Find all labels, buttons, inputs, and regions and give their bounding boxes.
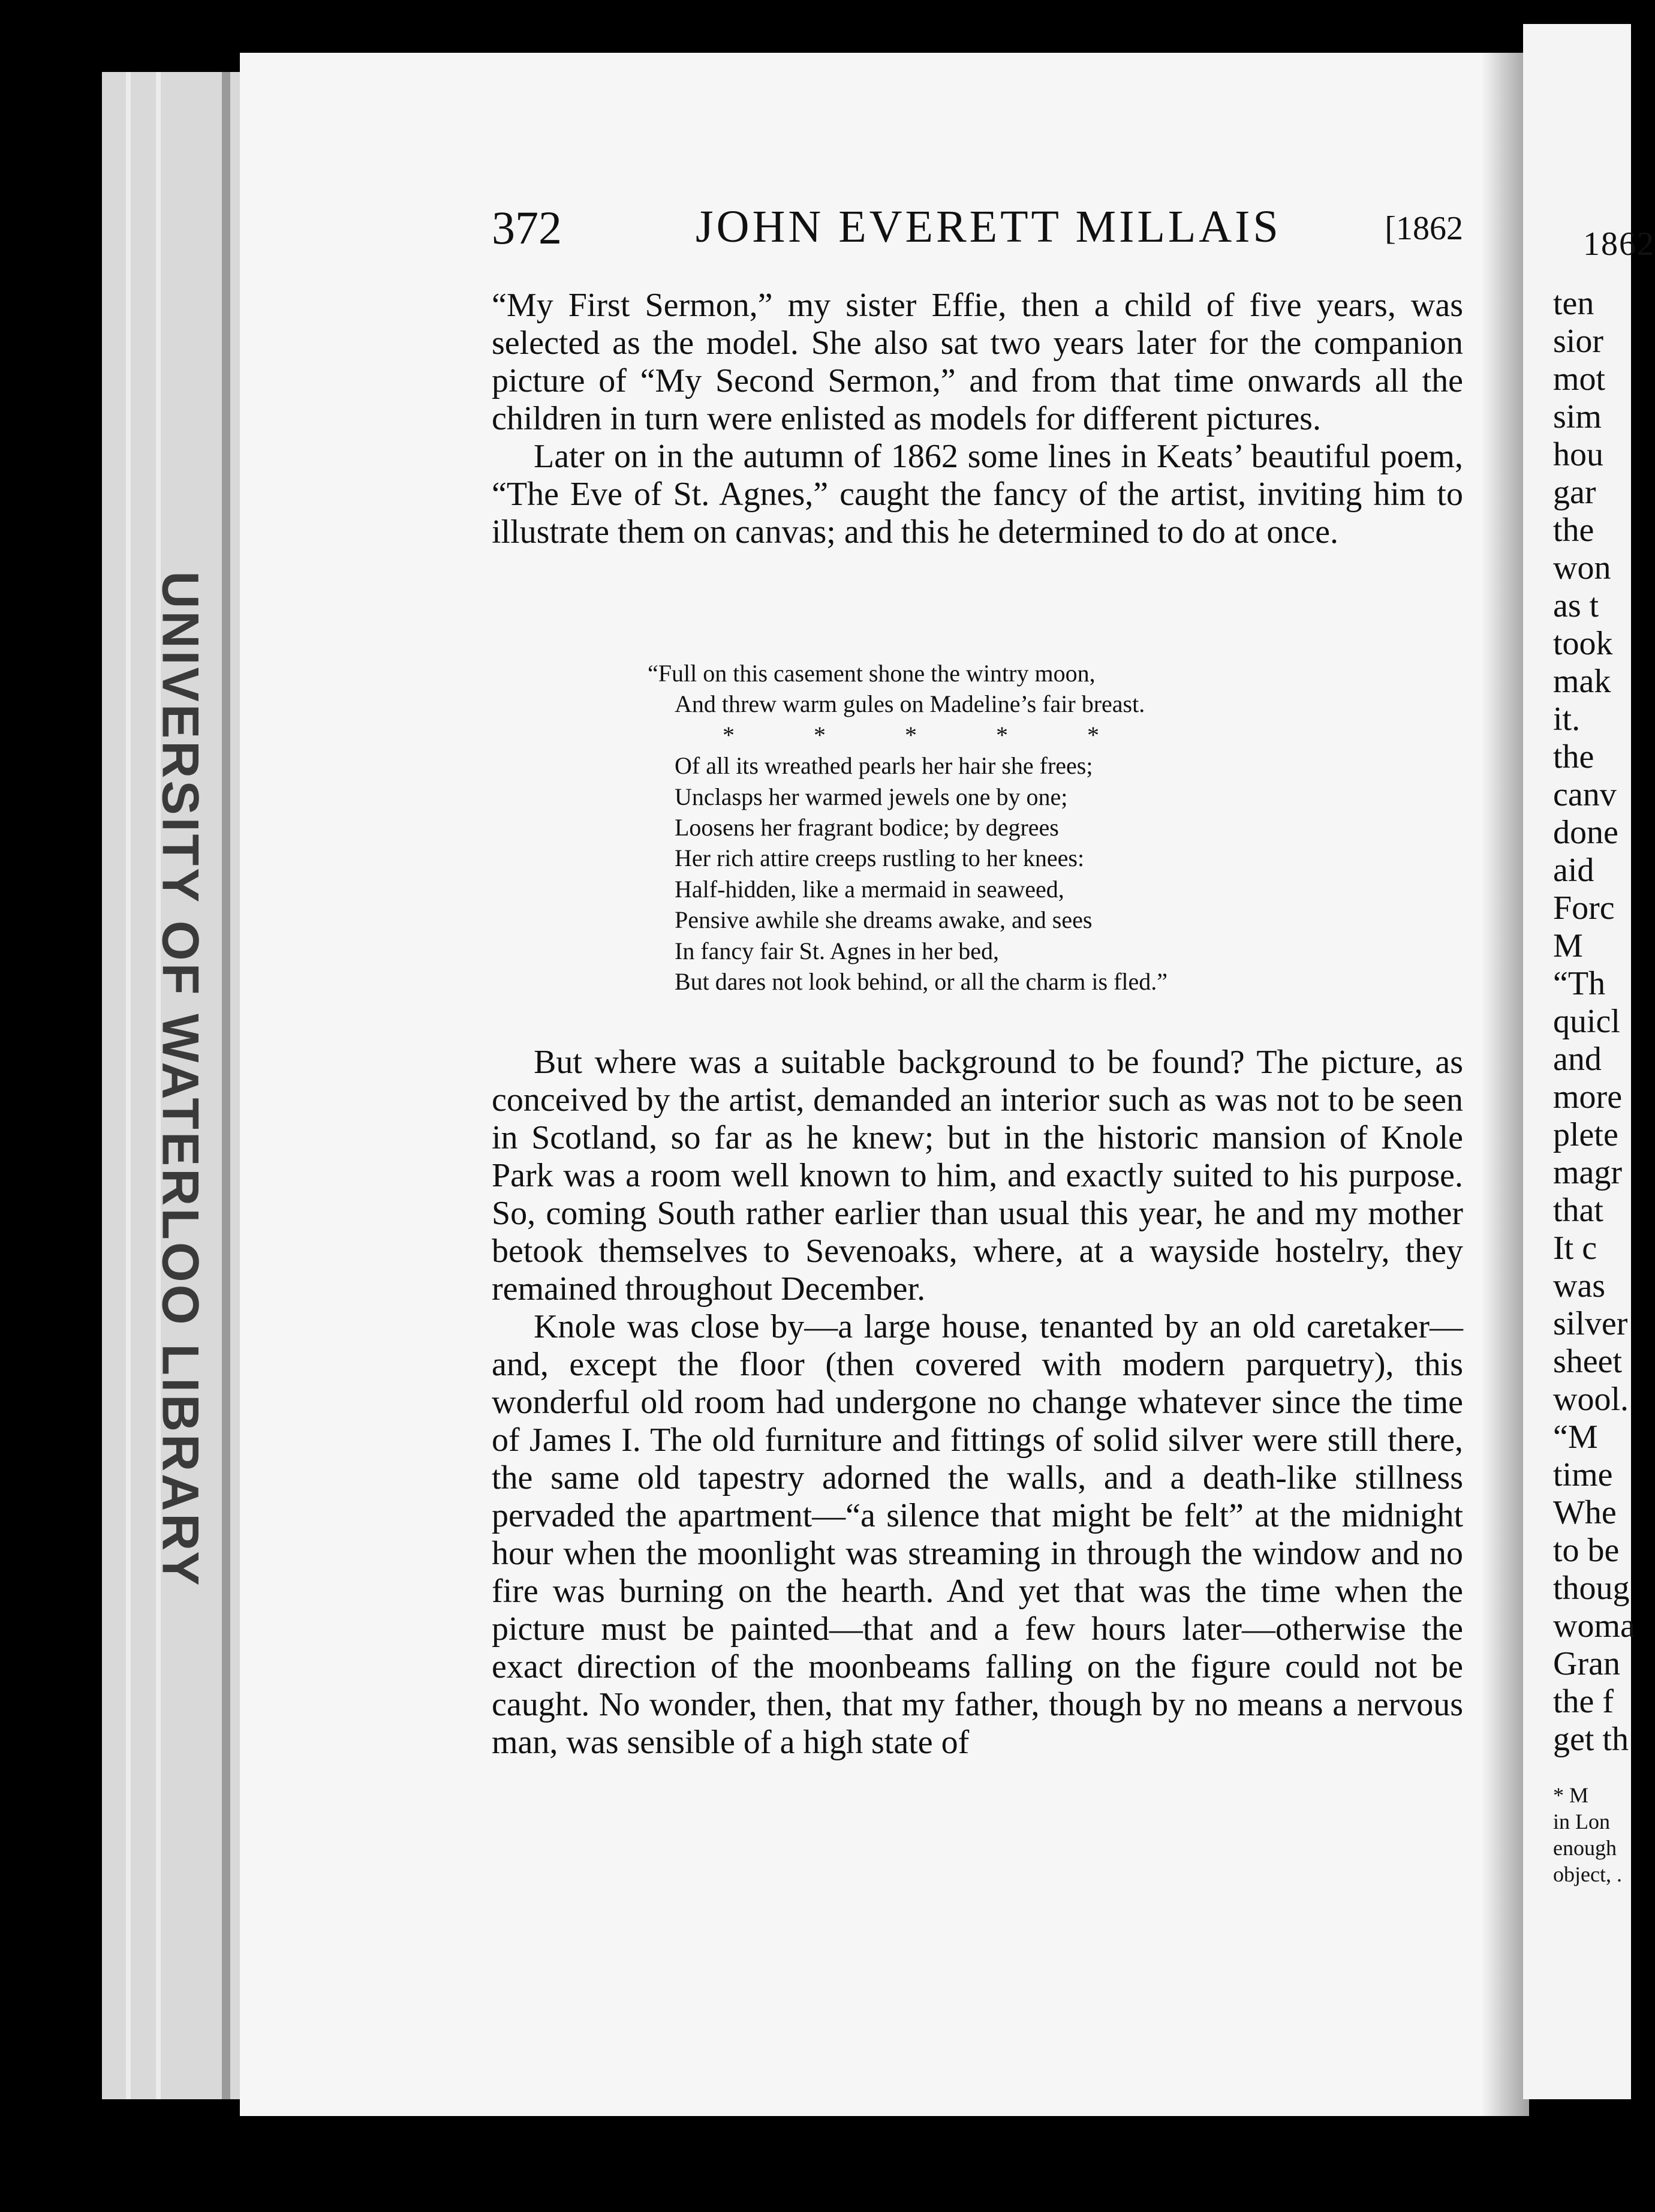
facing-line-fragment: Gran xyxy=(1553,1645,1620,1682)
paragraph: Knole was close by—a large house, tenanted by an old caretaker—and, except the floor (then covered with modern parquetry), this wonderful old room had undergone no change whatever since the time of James I. The old furniture and fittings of solid silver were still there, the same old tapestry adorned the walls, and a death-like stillness pervaded the apartment—“a silence that might be felt” at the midnight hour when the moonlight was streaming in through the window and no fire was burning on the hearth. And yet that was the time when the picture must be painted—that and a few hours later—otherwise the exact direction of the moonbeams falling on the figure could not be caught. No wonder, then, that my father, though by no means a nervous man, was sensible of a high state of xyxy=(492,1308,1463,1761)
asterisk: * xyxy=(1087,721,1099,749)
facing-line-fragment: mak xyxy=(1553,663,1611,700)
facing-line-fragment: sheet xyxy=(1553,1343,1623,1380)
facing-line-fragment: more xyxy=(1553,1078,1623,1116)
facing-line-fragment: wool. xyxy=(1553,1381,1629,1418)
facing-running-head: 1862 xyxy=(1583,226,1655,263)
facing-line-fragment: sior xyxy=(1553,323,1603,360)
facing-line-fragment: ten xyxy=(1553,285,1594,322)
facing-line-fragment: silver xyxy=(1553,1305,1628,1342)
poem-line: Her rich attire creeps rustling to her knees: xyxy=(675,844,1085,872)
poem-line: Unclasps her warmed jewels one by one; xyxy=(675,783,1068,810)
facing-line-fragment: was xyxy=(1553,1267,1606,1305)
facing-line-fragment: the xyxy=(1553,738,1594,776)
stanza-break xyxy=(648,720,1367,750)
facing-line-fragment: get th xyxy=(1553,1721,1629,1758)
asterisk: * xyxy=(723,721,735,749)
poem-line: And threw warm gules on Madeline’s fair breast. xyxy=(675,690,1145,718)
poem-line: Pensive awhile she dreams awake, and sees xyxy=(675,906,1093,934)
facing-line-fragment: done xyxy=(1553,814,1618,851)
poem-line: Loosens her fragrant bodice; by degrees xyxy=(675,814,1059,841)
facing-line-fragment: woma xyxy=(1553,1607,1635,1645)
facing-line-fragment: quicl xyxy=(1553,1003,1620,1040)
facing-line-fragment: time xyxy=(1553,1456,1613,1493)
facing-line-fragment: thoug xyxy=(1553,1570,1630,1607)
facing-footnote-fragment: object, . xyxy=(1553,1862,1622,1886)
poem-quotation xyxy=(648,658,1367,997)
facing-line-fragment: “Th xyxy=(1553,965,1606,1002)
facing-line-fragment: magr xyxy=(1553,1154,1623,1191)
asterisk: * xyxy=(905,721,917,749)
facing-line-fragment: the xyxy=(1553,512,1594,549)
facing-line-fragment: the f xyxy=(1553,1683,1614,1720)
facing-line-fragment: won xyxy=(1553,549,1611,587)
poem-line: “Full on this casement shone the wintry moon, xyxy=(648,660,1096,687)
poem-line: Of all its wreathed pearls her hair she frees; xyxy=(675,752,1093,780)
facing-line-fragment: aid xyxy=(1553,852,1594,889)
asterisk: * xyxy=(996,721,1008,749)
running-title: JOHN EVERETT MILLAIS xyxy=(696,202,1281,252)
paragraph: Later on in the autumn of 1862 some lines in Keats’ beautiful poem, “The Eve of St. Agnes,” caught the fancy of the artist, inviting him to illustrate them on canvas; and this he determined to do at once. xyxy=(492,438,1463,551)
facing-line-fragment: “M xyxy=(1553,1418,1598,1456)
facing-line-fragment: it. xyxy=(1553,701,1581,738)
facing-line-fragment: sim xyxy=(1553,398,1602,435)
facing-page xyxy=(1523,24,1655,2099)
facing-line-fragment: Forc xyxy=(1553,889,1615,927)
facing-line-fragment: M xyxy=(1553,927,1583,964)
facing-footnote-fragment: in Lon xyxy=(1553,1810,1610,1834)
facing-line-fragment: plete xyxy=(1553,1116,1618,1153)
poem-line: Half-hidden, like a mermaid in seaweed, xyxy=(675,875,1064,903)
running-header xyxy=(492,201,1463,255)
facing-line-fragment: that xyxy=(1553,1192,1603,1229)
body-text-bottom xyxy=(492,1044,1463,1762)
facing-line-fragment: to be xyxy=(1553,1532,1620,1569)
facing-line-fragment: Whe xyxy=(1553,1494,1617,1531)
paragraph: But where was a suitable background to be found? The picture, as conceived by the artist, demanded an interior such as was not to be seen in Scotland, so far as he knew; but in the historic mansion of Knole Park was a room well known to him, and exactly suited to his purpose. So, coming South rather earlier than usual this year, he and my mother betook themselves to Sevenoaks, where, at a wayside hostelry, they remained throughout December. xyxy=(492,1044,1463,1308)
library-edge-stamp: UNIVERSITY OF WATERLOO LIBRARY xyxy=(151,571,209,1588)
facing-line-fragment: as t xyxy=(1553,587,1599,624)
body-text-top xyxy=(492,287,1463,551)
facing-line-fragment: took xyxy=(1553,625,1613,662)
header-date: [1862 xyxy=(1385,210,1463,247)
page-number: 372 xyxy=(492,202,562,254)
poem-line: In fancy fair St. Agnes in her bed, xyxy=(675,937,999,964)
paragraph: “My First Sermon,” my sister Effie, then a child of five years, was selected as the model. She also sat two years later for the companion picture of “My Second Sermon,” and from that time onwards all the children in turn were enlisted as models for different pictures. xyxy=(492,287,1463,437)
facing-line-fragment: mot xyxy=(1553,360,1606,398)
facing-line-fragment: hou xyxy=(1553,436,1603,473)
facing-line-fragment: gar xyxy=(1553,474,1596,511)
page-gutter-shadow xyxy=(1481,53,1529,2116)
facing-footnote-fragment: enough xyxy=(1553,1836,1617,1860)
facing-line-fragment: and xyxy=(1553,1041,1602,1078)
asterisk: * xyxy=(814,721,826,749)
facing-footnote-fragment: * M xyxy=(1553,1783,1589,1807)
facing-line-fragment: canv xyxy=(1553,776,1617,813)
facing-line-fragment: It c xyxy=(1553,1230,1597,1267)
poem-line: But dares not look behind, or all the charm is fled.” xyxy=(675,968,1168,996)
